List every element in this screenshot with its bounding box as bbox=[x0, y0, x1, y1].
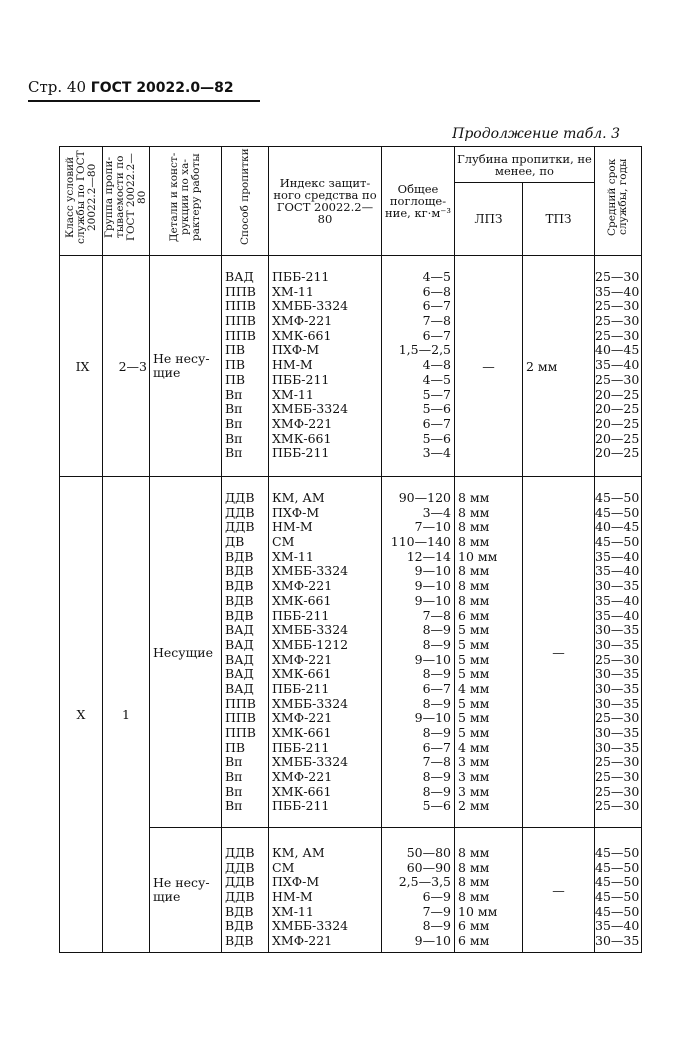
table-cell-line: 2,5—3,5 bbox=[398, 874, 451, 890]
table-cell-line: ВДВ bbox=[225, 918, 254, 934]
cell-class: IX bbox=[60, 256, 103, 477]
table-cell-line: ХМ-11 bbox=[272, 548, 314, 564]
table-cell-line: ППВ bbox=[225, 695, 256, 711]
table-cell-line: ХМФ-221 bbox=[272, 578, 333, 594]
impregnation-table bbox=[59, 146, 642, 953]
table-cell-line: ПХФ-М bbox=[272, 874, 320, 890]
table-cell-line: ВДВ bbox=[225, 578, 254, 594]
table-cell-line: 20—25 bbox=[595, 401, 640, 417]
table-cell-line: 6 мм bbox=[458, 607, 490, 623]
table-cell-line: ХМ-11 bbox=[272, 283, 314, 299]
table-cell-line: 7—10 bbox=[414, 519, 451, 535]
table-cell-line: ХМК-661 bbox=[272, 725, 332, 740]
table-cell-line: 7—8 bbox=[422, 313, 451, 329]
table-cell-line: ДДВ bbox=[225, 845, 255, 860]
table-cell-line: 9—10 bbox=[414, 710, 451, 726]
table-cell-line: Вп bbox=[225, 430, 243, 446]
table-cell-line: 1,5—2,5 bbox=[398, 342, 451, 358]
table-cell-line: 50—80 bbox=[406, 845, 451, 860]
table-cell-line: ПББ-211 bbox=[272, 371, 330, 387]
col-header-absorption: Общее поглоще-ние, кг·м⁻³ bbox=[382, 147, 455, 256]
col-header-term: Средний срок службы, годы bbox=[595, 147, 642, 256]
table-cell-line: ДДВ bbox=[225, 859, 255, 875]
table-cell-line: 25—30 bbox=[595, 783, 640, 799]
cell-absorption bbox=[382, 828, 455, 953]
cell-methods bbox=[222, 828, 269, 953]
table-cell-line: 35—40 bbox=[595, 918, 640, 934]
table-cell-line: Вп bbox=[225, 769, 243, 785]
table-cell-line: ХМФ-221 bbox=[272, 651, 333, 667]
table-cell-line: ДДВ bbox=[225, 504, 255, 520]
page-header bbox=[28, 78, 234, 96]
cell-terms bbox=[595, 828, 642, 953]
table-cell-line: 30—35 bbox=[595, 933, 640, 949]
table-cell-line: 45—50 bbox=[595, 889, 640, 905]
table-cell-line: 20—25 bbox=[595, 445, 640, 461]
col-header-lpz: ЛПЗ bbox=[455, 183, 523, 256]
table-cell-line: 35—40 bbox=[595, 283, 640, 299]
table-cell-line: 35—40 bbox=[595, 592, 640, 608]
table-cell-line: 3—4 bbox=[422, 504, 451, 520]
table-cell-line: 25—30 bbox=[595, 298, 640, 314]
table-cell-line: 25—30 bbox=[595, 313, 640, 329]
table-cell-line: 5 мм bbox=[458, 651, 490, 667]
table-cell-line: 10 мм bbox=[458, 548, 498, 564]
table-cell-line: 7—9 bbox=[422, 903, 451, 919]
table-cell-line: 6 мм bbox=[458, 918, 490, 934]
table-cell-line: ХМК-661 bbox=[272, 430, 332, 446]
table-cell-line: 25—30 bbox=[595, 710, 640, 726]
table-cell-line: 35—40 bbox=[595, 548, 640, 564]
table-cell-line: ПББ-211 bbox=[272, 798, 330, 814]
table-cell-line: ХМФ-221 bbox=[272, 933, 333, 949]
table-cell-line: ПХФ-М bbox=[272, 342, 320, 358]
cell-class: X bbox=[60, 477, 103, 953]
table-cell-line: ПББ-211 bbox=[272, 269, 330, 284]
table-cell-line: ВДВ bbox=[225, 548, 254, 564]
table-cell-line: 60—90 bbox=[406, 859, 451, 875]
col-header-index: Индекс защит-ного средства по ГОСТ 20022.2—80 bbox=[269, 147, 382, 256]
table-cell-line: ХМК-661 bbox=[272, 592, 332, 608]
table-cell-line: ДДВ bbox=[225, 519, 255, 535]
cell-details: Не несу-щие bbox=[150, 828, 222, 953]
table-cell-line: Вп bbox=[225, 386, 243, 402]
table-cell-line: 6—7 bbox=[422, 739, 451, 755]
table-cell-line: 5—6 bbox=[422, 401, 451, 417]
table-cell-line: 9—10 bbox=[414, 578, 451, 594]
cell-group: 1 bbox=[103, 477, 150, 953]
table-cell-line: ПББ-211 bbox=[272, 445, 330, 461]
table-cell-line: 6—7 bbox=[422, 327, 451, 343]
table-cell-line: 7—8 bbox=[422, 607, 451, 623]
table-cell-line: 45—50 bbox=[595, 504, 640, 520]
table-cell-line: 8—9 bbox=[422, 783, 451, 799]
table-cell-line: ДВ bbox=[225, 534, 245, 550]
table-cell-line: 6—7 bbox=[422, 415, 451, 431]
table-cell-line: 6—7 bbox=[422, 298, 451, 314]
table-cell-line: ППВ bbox=[225, 283, 256, 299]
table-cell-line: 25—30 bbox=[595, 269, 640, 284]
table-cell-line: 3—4 bbox=[422, 445, 451, 461]
table-cell-line: Вп bbox=[225, 798, 243, 814]
table-row-class-ix bbox=[60, 256, 642, 477]
table-cell-line: КМ, АМ bbox=[272, 490, 325, 505]
table-cell-line: 3 мм bbox=[458, 769, 490, 785]
table-cell-line: 4 мм bbox=[458, 739, 490, 755]
table-cell-line: 6 мм bbox=[458, 933, 490, 949]
table-cell-line: КМ, АМ bbox=[272, 845, 325, 860]
table-cell-line: 8—9 bbox=[422, 695, 451, 711]
cell-terms bbox=[595, 477, 642, 828]
col-header-class: Класс условий службы по ГОСТ 20022.2—80 bbox=[60, 147, 103, 256]
table-cell-line: 9—10 bbox=[414, 592, 451, 608]
table-cell-line: ПХФ-М bbox=[272, 504, 320, 520]
table-cell-line: 5—6 bbox=[422, 798, 451, 814]
table-cell-line: Вп bbox=[225, 401, 243, 417]
table-cell-line: 40—45 bbox=[595, 519, 640, 535]
col-header-group: Группа пропи-тываемости по ГОСТ 20022.2—80 bbox=[103, 147, 150, 256]
col-header-method: Способ пропитки bbox=[222, 147, 269, 256]
table-cell-line: 9—10 bbox=[414, 563, 451, 579]
cell-indexes bbox=[269, 477, 382, 828]
table-cell-line: ПВ bbox=[225, 371, 246, 387]
table-cell-line: 35—40 bbox=[595, 563, 640, 579]
table-cell-line: 30—35 bbox=[595, 725, 640, 740]
table-cell-line: 8 мм bbox=[458, 874, 490, 890]
table-cell-line: 45—50 bbox=[595, 534, 640, 550]
table-cell-line: 25—30 bbox=[595, 754, 640, 770]
table-cell-line: 5 мм bbox=[458, 666, 490, 682]
table-cell-line: 8—9 bbox=[422, 622, 451, 638]
gost-number: ГОСТ 20022.0—82 bbox=[90, 80, 234, 96]
header-rule bbox=[28, 100, 260, 102]
table-cell-line: СМ bbox=[272, 859, 295, 875]
table-cell-line: 9—10 bbox=[414, 933, 451, 949]
table-cell-line: 6—7 bbox=[422, 680, 451, 696]
table-cell-line: 6—9 bbox=[422, 889, 451, 905]
table-cell-line: ПББ-211 bbox=[272, 680, 330, 696]
table-cell-line: 6—8 bbox=[422, 283, 451, 299]
table-cell-line: ПВ bbox=[225, 357, 246, 373]
table-cell-line: ВАД bbox=[225, 269, 254, 284]
table-cell-line: 25—30 bbox=[595, 371, 640, 387]
col-header-details: Детали и конст-рукции по ха-рактеру работы bbox=[150, 147, 222, 256]
table-cell-line: ПББ-211 bbox=[272, 607, 330, 623]
table-cell-line: ВДВ bbox=[225, 563, 254, 579]
table-cell-line: НМ-М bbox=[272, 889, 313, 905]
table-cell-line: ВДВ bbox=[225, 903, 254, 919]
table-cell-line: 8 мм bbox=[458, 490, 490, 505]
table-cell-line: 8—9 bbox=[422, 918, 451, 934]
table-cell-line: 3 мм bbox=[458, 754, 490, 770]
table-cell-line: ХМББ-3324 bbox=[272, 695, 349, 711]
table-cell-line: 5 мм bbox=[458, 636, 490, 652]
table-cell-line: СМ bbox=[272, 534, 295, 550]
table-cell-line: ВАД bbox=[225, 651, 254, 667]
table-cell-line: ХМ-11 bbox=[272, 903, 314, 919]
table-cell-line: Вп bbox=[225, 415, 243, 431]
cell-tpz: 2 мм bbox=[523, 256, 595, 477]
table-cell-line: 90—120 bbox=[398, 490, 451, 505]
table-cell-line: 25—30 bbox=[595, 769, 640, 785]
table-cell-line: НМ-М bbox=[272, 357, 313, 373]
table-cell-line: 4—5 bbox=[422, 371, 451, 387]
table-cell-line: 110—140 bbox=[390, 534, 451, 550]
table-cell-line: ВДВ bbox=[225, 933, 254, 949]
table-cell-line: 30—35 bbox=[595, 739, 640, 755]
cell-absorption bbox=[382, 256, 455, 477]
cell-lpz bbox=[455, 828, 523, 953]
table-cell-line: ХМББ-3324 bbox=[272, 401, 349, 417]
table-cell-line: ВАД bbox=[225, 666, 254, 682]
table-cell-line: ДДВ bbox=[225, 490, 255, 505]
table-cell-line: Вп bbox=[225, 754, 243, 770]
cell-lpz: — bbox=[455, 256, 523, 477]
cell-details: Не несу-щие bbox=[150, 256, 222, 477]
table-cell-line: ППВ bbox=[225, 327, 256, 343]
table-cell-line: ВАД bbox=[225, 622, 254, 638]
table-cell-line: 30—35 bbox=[595, 636, 640, 652]
table-cell-line: ПВ bbox=[225, 739, 246, 755]
table-cell-line: ППВ bbox=[225, 298, 256, 314]
table-cell-line: 4—8 bbox=[422, 357, 451, 373]
table-cell-line: 8 мм bbox=[458, 845, 490, 860]
table-cell-line: 10 мм bbox=[458, 903, 498, 919]
cell-methods bbox=[222, 477, 269, 828]
table-cell-line: 5 мм bbox=[458, 710, 490, 726]
table-cell-line: 9—10 bbox=[414, 651, 451, 667]
table-cell-line: 20—25 bbox=[595, 415, 640, 431]
table-cell-line: ВДВ bbox=[225, 607, 254, 623]
table-cell-line: 5 мм bbox=[458, 725, 490, 740]
cell-terms bbox=[595, 256, 642, 477]
cell-tpz: — bbox=[523, 828, 595, 953]
table-cell-line: ДДВ bbox=[225, 889, 255, 905]
table-cell-line: 4 мм bbox=[458, 680, 490, 696]
table-cell-line: 7—8 bbox=[422, 754, 451, 770]
table-cell-line: 8 мм bbox=[458, 519, 490, 535]
col-header-depth: Глубина пропитки, не менее, по bbox=[455, 147, 595, 183]
table-cell-line: 25—30 bbox=[595, 798, 640, 814]
table-cell-line: 12—14 bbox=[406, 548, 451, 564]
table-cell-line: 8 мм bbox=[458, 859, 490, 875]
table-cell-line: 8—9 bbox=[422, 666, 451, 682]
table-cell-line: ВДВ bbox=[225, 592, 254, 608]
table-cell-line: 5—7 bbox=[422, 386, 451, 402]
table-cell-line: ХМББ-1212 bbox=[272, 636, 349, 652]
table-cell-line: 35—40 bbox=[595, 607, 640, 623]
cell-indexes bbox=[269, 256, 382, 477]
table-cell-line: ППВ bbox=[225, 725, 256, 740]
table-cell-line: ХМФ-221 bbox=[272, 769, 333, 785]
table-cell-line: 45—50 bbox=[595, 845, 640, 860]
table-cell-line: 45—50 bbox=[595, 859, 640, 875]
table-cell-line: ХМК-661 bbox=[272, 783, 332, 799]
table-cell-line: 30—35 bbox=[595, 622, 640, 638]
table-cell-line: 8—9 bbox=[422, 636, 451, 652]
table-cell-line: ПВ bbox=[225, 342, 246, 358]
table-cell-line: 30—35 bbox=[595, 666, 640, 682]
table-cell-line: 8—9 bbox=[422, 769, 451, 785]
table-cell-line: 8—9 bbox=[422, 725, 451, 740]
table-cell-line: ХМФ-221 bbox=[272, 710, 333, 726]
table-cell-line: 8 мм bbox=[458, 889, 490, 905]
table-cell-line: ХМК-661 bbox=[272, 327, 332, 343]
table-cell-line: 5 мм bbox=[458, 622, 490, 638]
table-cell-line: 5—6 bbox=[422, 430, 451, 446]
table-cell-line: 5 мм bbox=[458, 695, 490, 711]
table-cell-line: 4—5 bbox=[422, 269, 451, 284]
table-cell-line: ХМФ-221 bbox=[272, 313, 333, 329]
table-cell-line: Вп bbox=[225, 783, 243, 799]
table-cell-line: ДДВ bbox=[225, 874, 255, 890]
table-cell-line: ХМ-11 bbox=[272, 386, 314, 402]
table-cell-line: 40—45 bbox=[595, 342, 640, 358]
table-cell-line: 20—25 bbox=[595, 386, 640, 402]
table-row-class-x-a bbox=[60, 477, 642, 828]
table-cell-line: 30—35 bbox=[595, 578, 640, 594]
cell-methods bbox=[222, 256, 269, 477]
table-continuation-caption: Продолжение табл. 3 bbox=[452, 126, 620, 142]
table-cell-line: Вп bbox=[225, 445, 243, 461]
table-cell-line: 45—50 bbox=[595, 903, 640, 919]
cell-absorption bbox=[382, 477, 455, 828]
table-cell-line: ХМББ-3324 bbox=[272, 754, 349, 770]
cell-indexes bbox=[269, 828, 382, 953]
table-cell-line: 8 мм bbox=[458, 563, 490, 579]
table-cell-line: ВАД bbox=[225, 680, 254, 696]
cell-lpz bbox=[455, 477, 523, 828]
table-cell-line: ППВ bbox=[225, 710, 256, 726]
table-cell-line: 3 мм bbox=[458, 783, 490, 799]
col-header-tpz: ТПЗ bbox=[523, 183, 595, 256]
table-cell-line: 8 мм bbox=[458, 592, 490, 608]
table-cell-line: ППВ bbox=[225, 313, 256, 329]
table-cell-line: 25—30 bbox=[595, 651, 640, 667]
table-cell-line: 30—35 bbox=[595, 695, 640, 711]
table-cell-line: 20—25 bbox=[595, 430, 640, 446]
table-cell-line: ХМББ-3324 bbox=[272, 298, 349, 314]
cell-tpz: — bbox=[523, 477, 595, 828]
table-cell-line: 8 мм bbox=[458, 578, 490, 594]
table-cell-line: 45—50 bbox=[595, 874, 640, 890]
table-cell-line: ХМФ-221 bbox=[272, 415, 333, 431]
table-cell-line: ХМББ-3324 bbox=[272, 622, 349, 638]
table-cell-line: 45—50 bbox=[595, 490, 640, 505]
table-cell-line: ВАД bbox=[225, 636, 254, 652]
table-cell-line: НМ-М bbox=[272, 519, 313, 535]
table-cell-line: 25—30 bbox=[595, 327, 640, 343]
table-cell-line: 8 мм bbox=[458, 504, 490, 520]
table-cell-line: 8 мм bbox=[458, 534, 490, 550]
table-cell-line: 35—40 bbox=[595, 357, 640, 373]
page-number: Стр. 40 bbox=[28, 78, 87, 96]
table-cell-line: ХМББ-3324 bbox=[272, 563, 349, 579]
cell-group: 2—3 bbox=[103, 256, 150, 477]
table-cell-line: ХМББ-3324 bbox=[272, 918, 349, 934]
table-cell-line: 2 мм bbox=[458, 798, 490, 814]
table-cell-line: 30—35 bbox=[595, 680, 640, 696]
table-cell-line: ХМК-661 bbox=[272, 666, 332, 682]
table-cell-line: ПББ-211 bbox=[272, 739, 330, 755]
cell-details: Несущие bbox=[150, 477, 222, 828]
